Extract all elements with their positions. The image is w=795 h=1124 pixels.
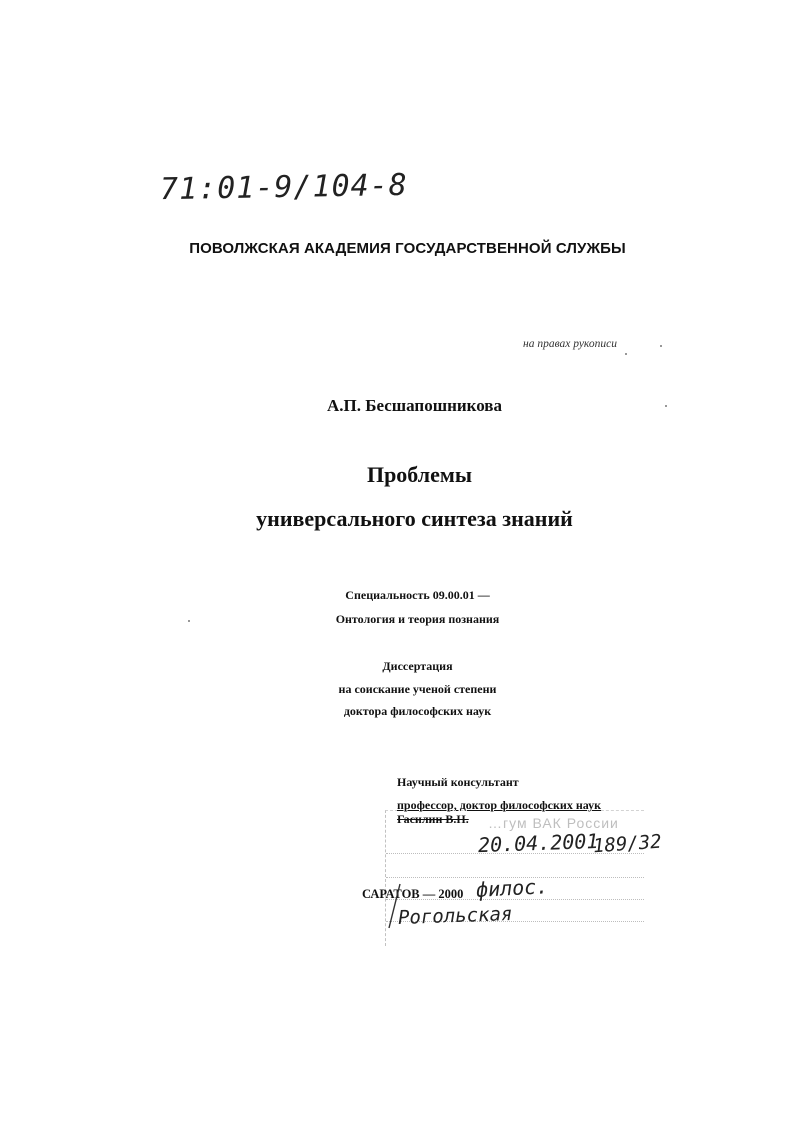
scan-speck	[625, 353, 627, 355]
degree-line: на соискание ученой степени	[338, 682, 497, 696]
scan-speck	[665, 405, 667, 407]
manuscript-note: на правах рукописи	[523, 338, 617, 350]
handwritten-slash-mark	[385, 882, 405, 932]
consultant-name: Гасилин В.Н.	[397, 812, 469, 826]
specialty-name: Онтология и теория познания	[335, 612, 500, 626]
institution-heading: ПОВОЛЖСКАЯ АКАДЕМИЯ ГОСУДАРСТВЕННОЙ СЛУЖБЫ	[189, 240, 626, 257]
consultant-label: Научный консультант	[397, 775, 519, 789]
author-name: А.П. Бесшапошникова	[327, 396, 502, 415]
stamp-handwritten-date: 20.04.2001	[477, 828, 599, 858]
stamp-handwritten-signature: Рогольская	[397, 903, 513, 929]
dissertation-title-line2: универсального синтеза знаний	[256, 506, 573, 531]
scan-speck	[188, 620, 190, 622]
scan-speck	[660, 345, 662, 347]
dissertation-label: Диссертация	[382, 659, 453, 673]
dissertation-title-line1: Проблемы	[366, 462, 473, 487]
consultant-position: профессор, доктор философских наук	[397, 798, 602, 812]
specialty-code: Специальность 09.00.01 —	[345, 588, 490, 602]
stamp-handwritten-field: филос.	[475, 874, 549, 902]
place-year: САРАТОВ — 2000	[362, 887, 464, 901]
stamp-faint-text: …гум ВАК России	[488, 815, 619, 831]
stamp-handwritten-number: 189/32	[592, 830, 663, 858]
handwritten-catalog-code: 71:01-9/104-8	[159, 167, 409, 208]
degree-field-line: доктора философских наук	[343, 704, 492, 718]
